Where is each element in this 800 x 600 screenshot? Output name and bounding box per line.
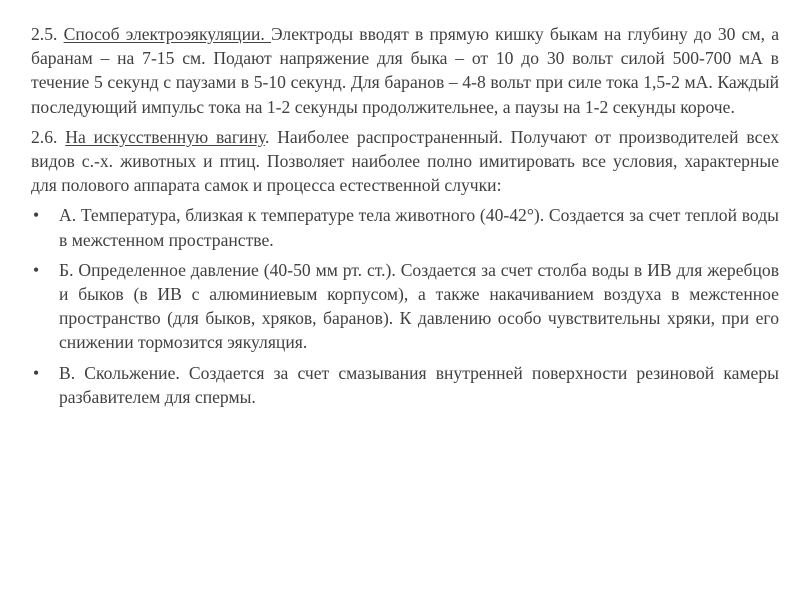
section-2-6-number: 2.6. (31, 126, 58, 147)
conditions-list (31, 203, 779, 409)
section-2-6-paragraph (31, 125, 779, 198)
section-2-5-paragraph (31, 22, 779, 119)
list-item (31, 203, 779, 251)
list-item-text: А. Температура, близкая к температуре тела животного (40-42°). Создается за счет теплой воды в межстенном пространстве. (59, 205, 779, 250)
section-2-6-title: На искусственную вагину (65, 126, 265, 147)
list-item (31, 258, 779, 355)
bullet-dot-icon: • (33, 205, 40, 226)
section-2-6-text: . Наиболее распространенный. Получают от производителей всех видов с.-х. животных и птиц. Позволяет наиболее полно имитировать все условия, характерные для полового аппарата самок и процесса естественной случки: (31, 126, 779, 196)
bullet-dot-icon: • (33, 259, 40, 280)
list-item-text: В. Скольжение. Создается за счет смазывания внутренней поверхности резиновой камеры разбавителем для спермы. (59, 362, 779, 407)
section-2-5-title: Способ электроэякуляции. (63, 24, 272, 44)
list-item-text: Б. Определенное давление (40-50 мм рт. ст.). Создается за счет столба воды в ИВ для жеребцов и быков (в ИВ с алюминиевым корпусом), а также накачиванием воздуха в межстенное пространство (для быков, хряков, баранов). К давлению особо чувствительны хряки, при его снижении тормозится эякуляция. (59, 259, 779, 353)
slide-body (31, 22, 779, 415)
section-2-5-text: Электроды вводят в прямую кишку быкам на глубину до 30 см, а баранам – на 7-15 см. Подают напряжение для быка – от 10 до 30 вольт силой 500-700 мА в течение 5 секунд с паузами в 5-10 секунд. Для баранов – 4-8 вольт при силе тока 1,5-2 мА. Каждый последующий импульс тока на 1-2 секунды продолжительнее, а паузы на 1-2 секунды короче. (31, 24, 779, 117)
section-2-5-number: 2.5. (31, 24, 58, 44)
bullet-dot-icon: • (33, 362, 40, 383)
list-item (31, 361, 779, 409)
